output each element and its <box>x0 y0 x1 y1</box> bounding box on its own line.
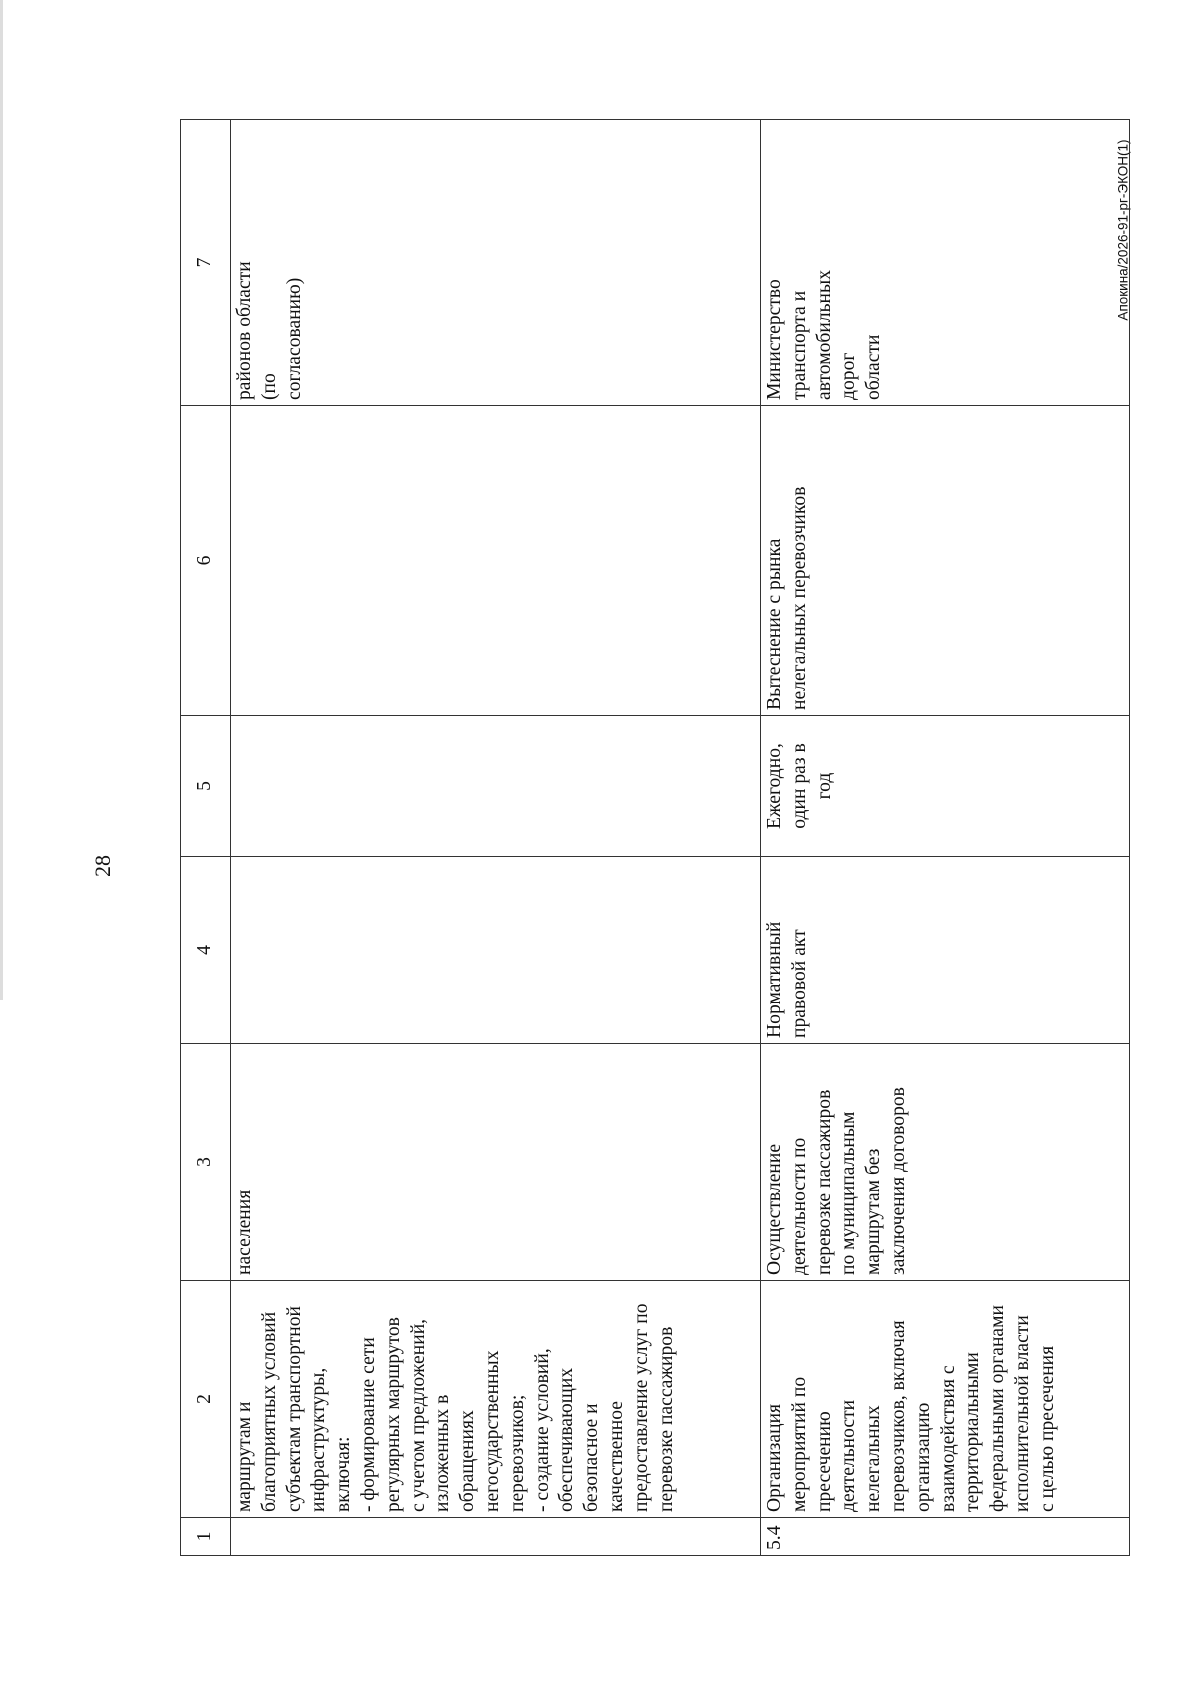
cell-result <box>231 406 761 716</box>
cell-number <box>231 1518 761 1556</box>
binding-edge-line <box>0 0 3 1000</box>
cell-measure: маршрутам и благоприятных условий субъектам транспортной инфраструктуры, включая: - формирование сети регулярных маршрутов с учетом предложений, изложенных в обращениях негосударственных перевозчиков; - создание условий, обеспечивающих безопасное и качественное предоставление услуг по перевозке пассажиров <box>231 1281 761 1518</box>
document-code: Апокина/2026-91-рг-ЭКОН(1) <box>1115 139 1131 321</box>
header-cell: 3 <box>181 1044 231 1281</box>
cell-responsible: Министерство транспорта и автомобильных дорог области <box>761 120 1130 406</box>
header-cell: 2 <box>181 1281 231 1518</box>
cell-document <box>231 857 761 1044</box>
header-cell: 1 <box>181 1518 231 1556</box>
table-row <box>761 120 1130 1556</box>
header-cell: 4 <box>181 857 231 1044</box>
rotated-table-container <box>180 120 1130 1556</box>
cell-number: 5.4 <box>761 1518 1130 1556</box>
cell-deadline <box>231 716 761 857</box>
cell-problem: Осуществление деятельности по перевозке пассажиров по муниципальным маршрутам без заключения договоров <box>761 1044 1130 1281</box>
header-cell: 7 <box>181 120 231 406</box>
page-number: 28 <box>90 855 115 877</box>
measures-table <box>180 119 1130 1556</box>
header-cell: 6 <box>181 406 231 716</box>
table-area <box>180 120 1130 1556</box>
cell-document: Нормативный правовой акт <box>761 857 1130 1044</box>
cell-measure: Организация мероприятий по пресечению деятельности нелегальных перевозчиков, включая организацию взаимодействия с территориальными федеральными органами исполнительной власти с целью пресечения <box>761 1281 1130 1518</box>
cell-deadline: Ежегодно, один раз в год <box>761 716 1130 857</box>
cell-problem: населения <box>231 1044 761 1281</box>
cell-responsible: районов области (по согласованию) <box>231 120 761 406</box>
cell-result: Вытеснение с рынка нелегальных перевозчиков <box>761 406 1130 716</box>
header-cell: 5 <box>181 716 231 857</box>
table-row <box>231 120 761 1556</box>
header-row <box>181 120 231 1556</box>
